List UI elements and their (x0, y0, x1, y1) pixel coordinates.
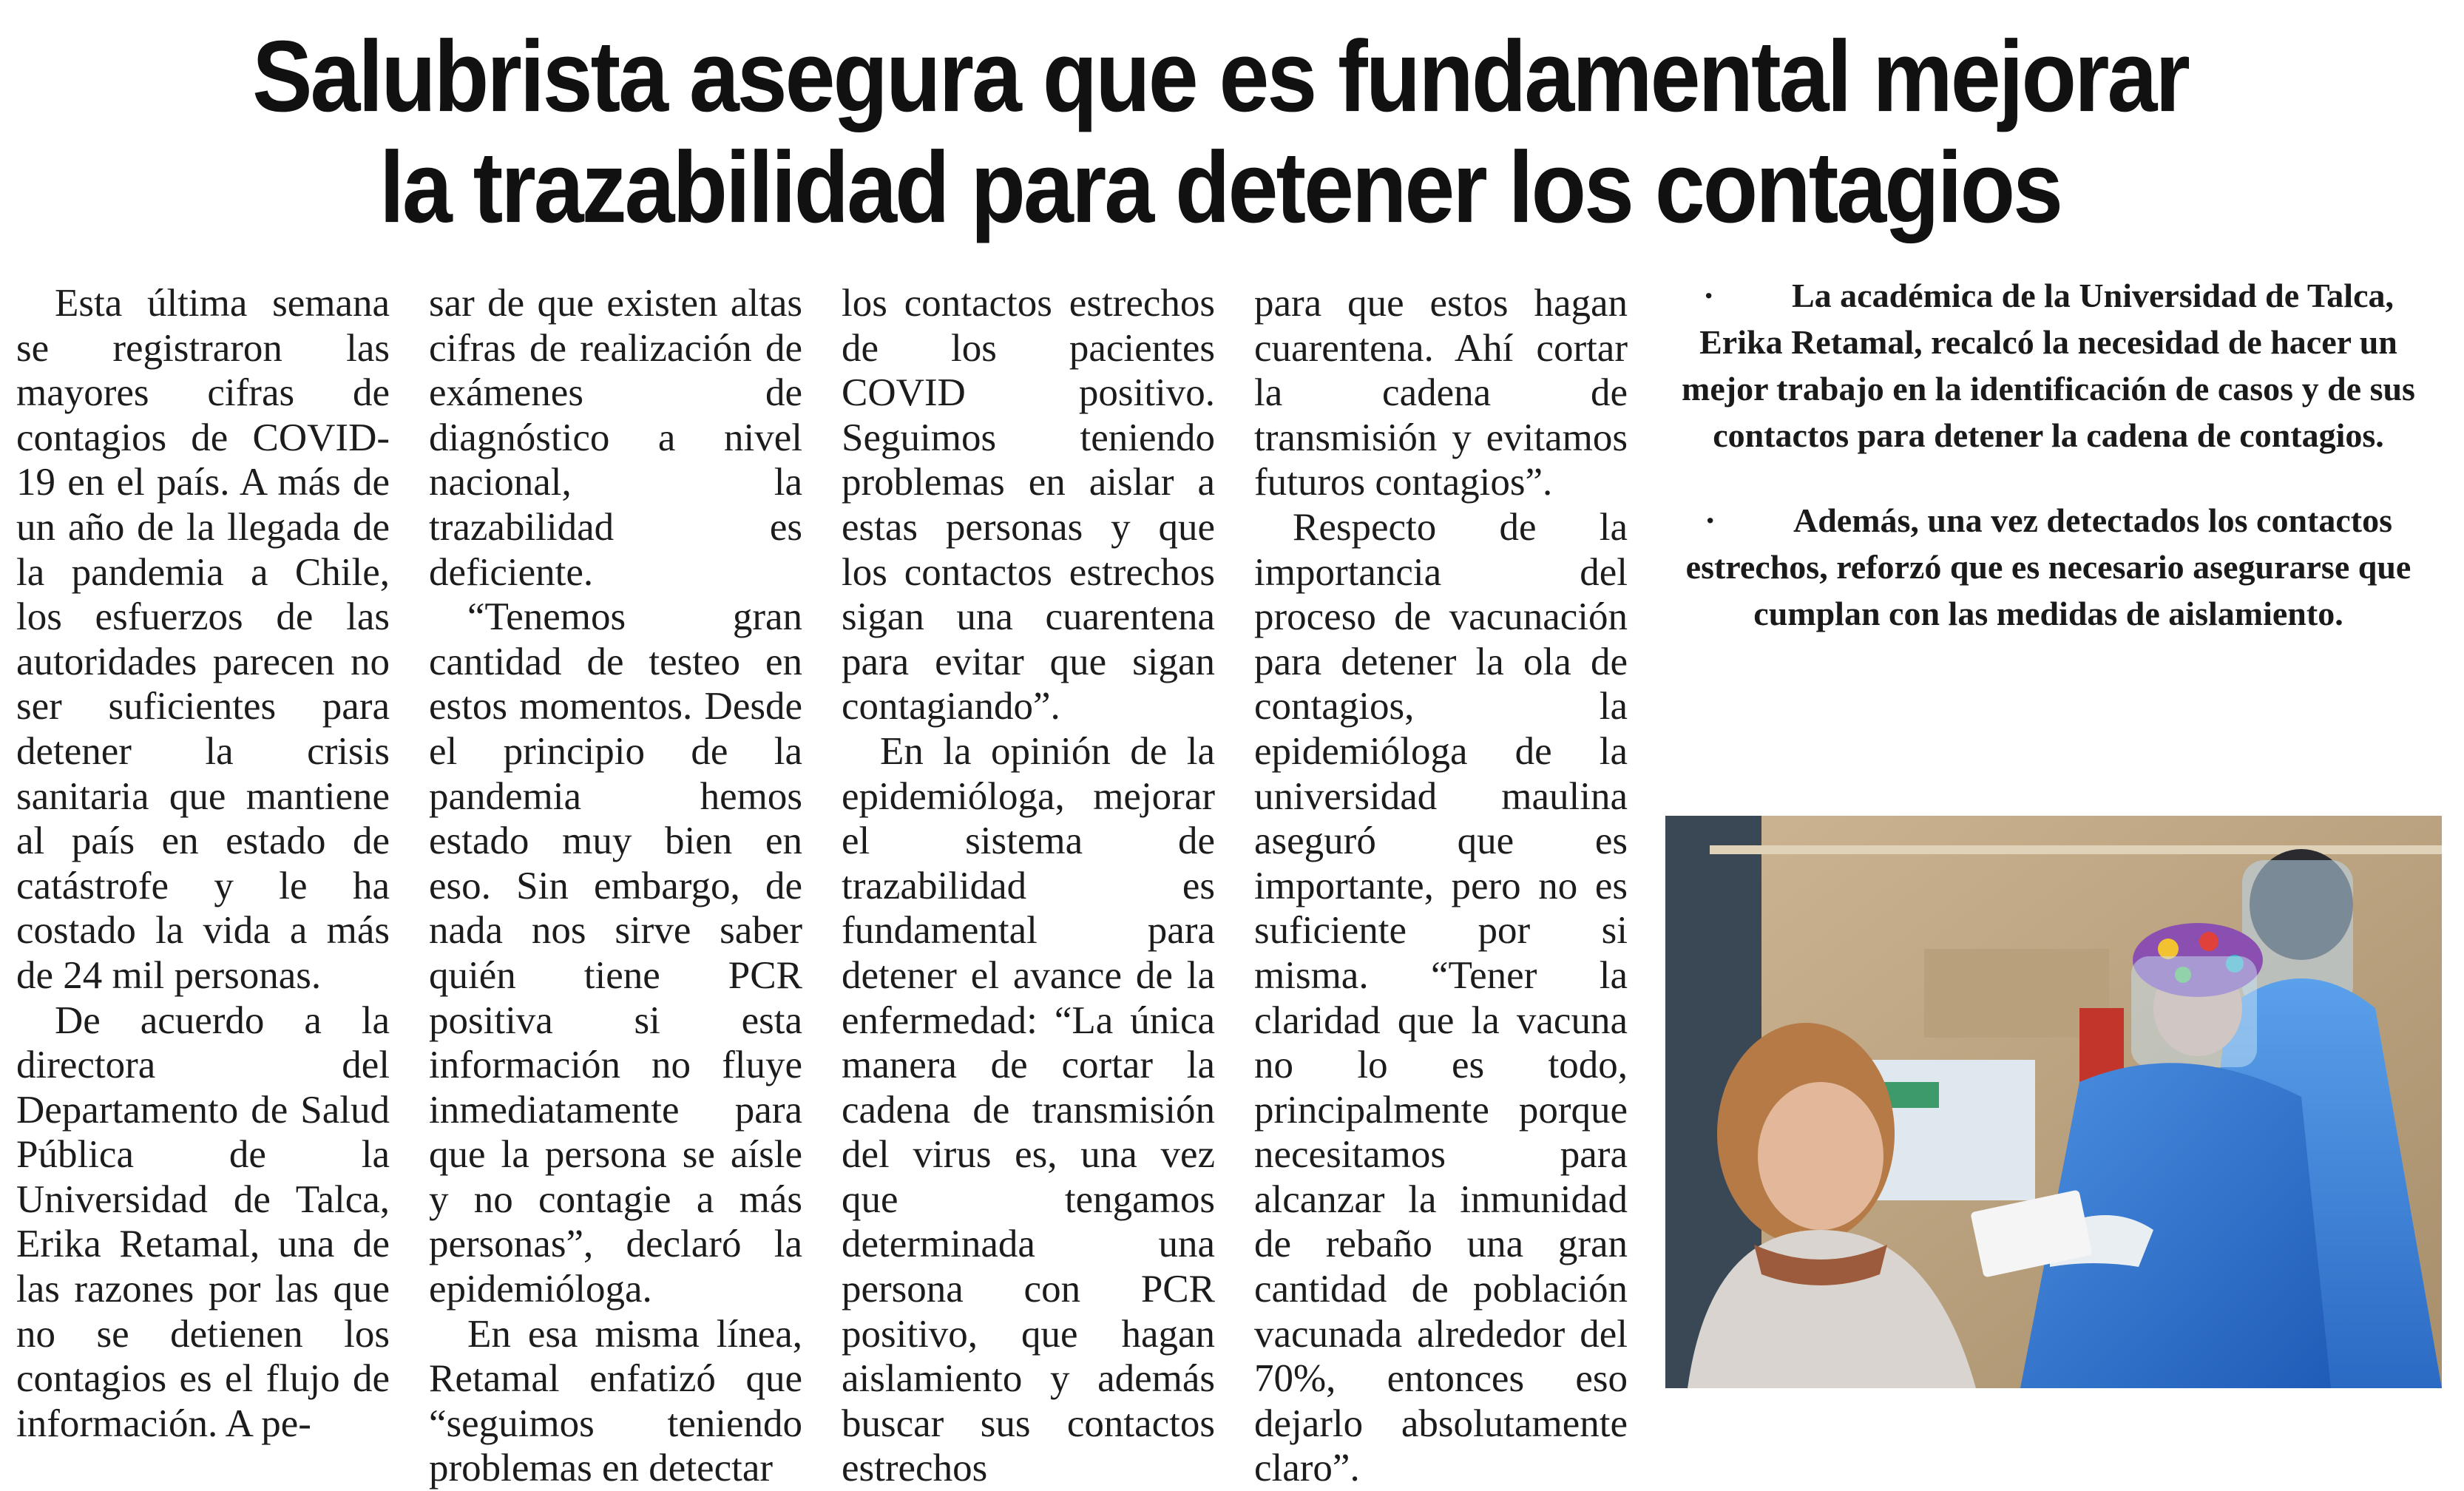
highlight-text: Además, una vez detectados los contactos estrechos, reforzó que es necesario asegurarse que cumplan con las medidas de aislamiento. (1685, 501, 2411, 632)
photo-illustration (1665, 816, 2442, 1388)
highlights-box (1664, 272, 2433, 675)
article-photo (1665, 816, 2442, 1388)
paragraph: los contactos estrechos de los pacientes COVID positivo. Seguimos teniendo problemas en aislar a estas personas y que los contactos estrechos sigan una cuarentena para evitar que sigan contagiando”. (842, 282, 1215, 728)
paragraph: para que estos hagan cuarentena. Ahí cortar la cadena de transmisión y evitamos futuros contagios”. (1254, 282, 1628, 504)
article-headline (89, 21, 2352, 243)
bullet-icon: · (1704, 501, 1716, 539)
paragraph: Respecto de la importancia del proceso de vacunación para detener la ola de contagios, la epidemióloga de la universidad maulina aseguró que es importante, pero no es suficiente por si misma. “Tener la claridad que la vacuna no lo es todo, principalmente porque necesitamos para alcanzar la inmunidad de rebaño una gran cantidad de población vacunada alrededor del 70%, entonces eso dejarlo absolutamente claro”. (1254, 505, 1628, 1490)
paragraph: De acuerdo a la directora del Departamento de Salud Pública de la Universidad de Talca, Erika Retamal, una de las razones por las que no se detienen los contagios es el flujo de información. A pe- (16, 998, 390, 1445)
headline-line-2: la trazabilidad para detener los contagios (379, 130, 2061, 244)
body-column-2 (429, 281, 802, 1491)
paragraph: “Tenemos gran cantidad de testeo en estos momentos. Desde el principio de la pandemia hemos estado muy bien en eso. Sin embargo, de nada nos sirve saber quién tiene PCR positiva si esta información no fluye inmediatamente para que la persona se aísle y no contagie a más personas”, declaró la epidemióloga. (429, 595, 802, 1311)
highlight-text: La académica de la Universidad de Talca, Erika Retamal, recalcó la necesidad de hacer un mejor trabajo en la identificación de casos y de sus contactos para detener la cadena de contagios. (1682, 277, 2415, 454)
headline-line-1: Salubrista asegura que es fundamental mejorar (252, 19, 2188, 133)
paragraph: sar de que existen altas cifras de realización de exámenes de diagnóstico a nivel nacional, la trazabilidad es deficiente. (429, 282, 802, 594)
highlight-item (1664, 272, 2433, 459)
body-column-3 (842, 281, 1215, 1491)
paragraph: En la opinión de la epidemióloga, mejorar el sistema de trazabilidad es fundamental para detener el avance de la enfermedad: “La única manera de cortar la cadena de transmisión del virus es, una vez que tengamos determinada una persona con PCR positivo, que hagan aislamiento y además buscar sus contactos estrechos (842, 729, 1215, 1490)
bullet-icon: · (1703, 277, 1715, 314)
paragraph: Esta última semana se registraron las mayores cifras de contagios de COVID-19 en el país. A más de un año de la llegada de la pandemia a Chile, los esfuerzos de las autoridades parecen no ser suficientes para detener la crisis sanitaria que mantiene al país en estado de catástrofe y le ha costado la vida a más de 24 mil personas. (16, 282, 390, 997)
highlight-item (1664, 497, 2433, 637)
body-column-1 (16, 281, 390, 1446)
body-column-4 (1254, 281, 1628, 1491)
paragraph: En esa misma línea, Retamal enfatizó que “seguimos teniendo problemas en detectar (429, 1312, 802, 1490)
